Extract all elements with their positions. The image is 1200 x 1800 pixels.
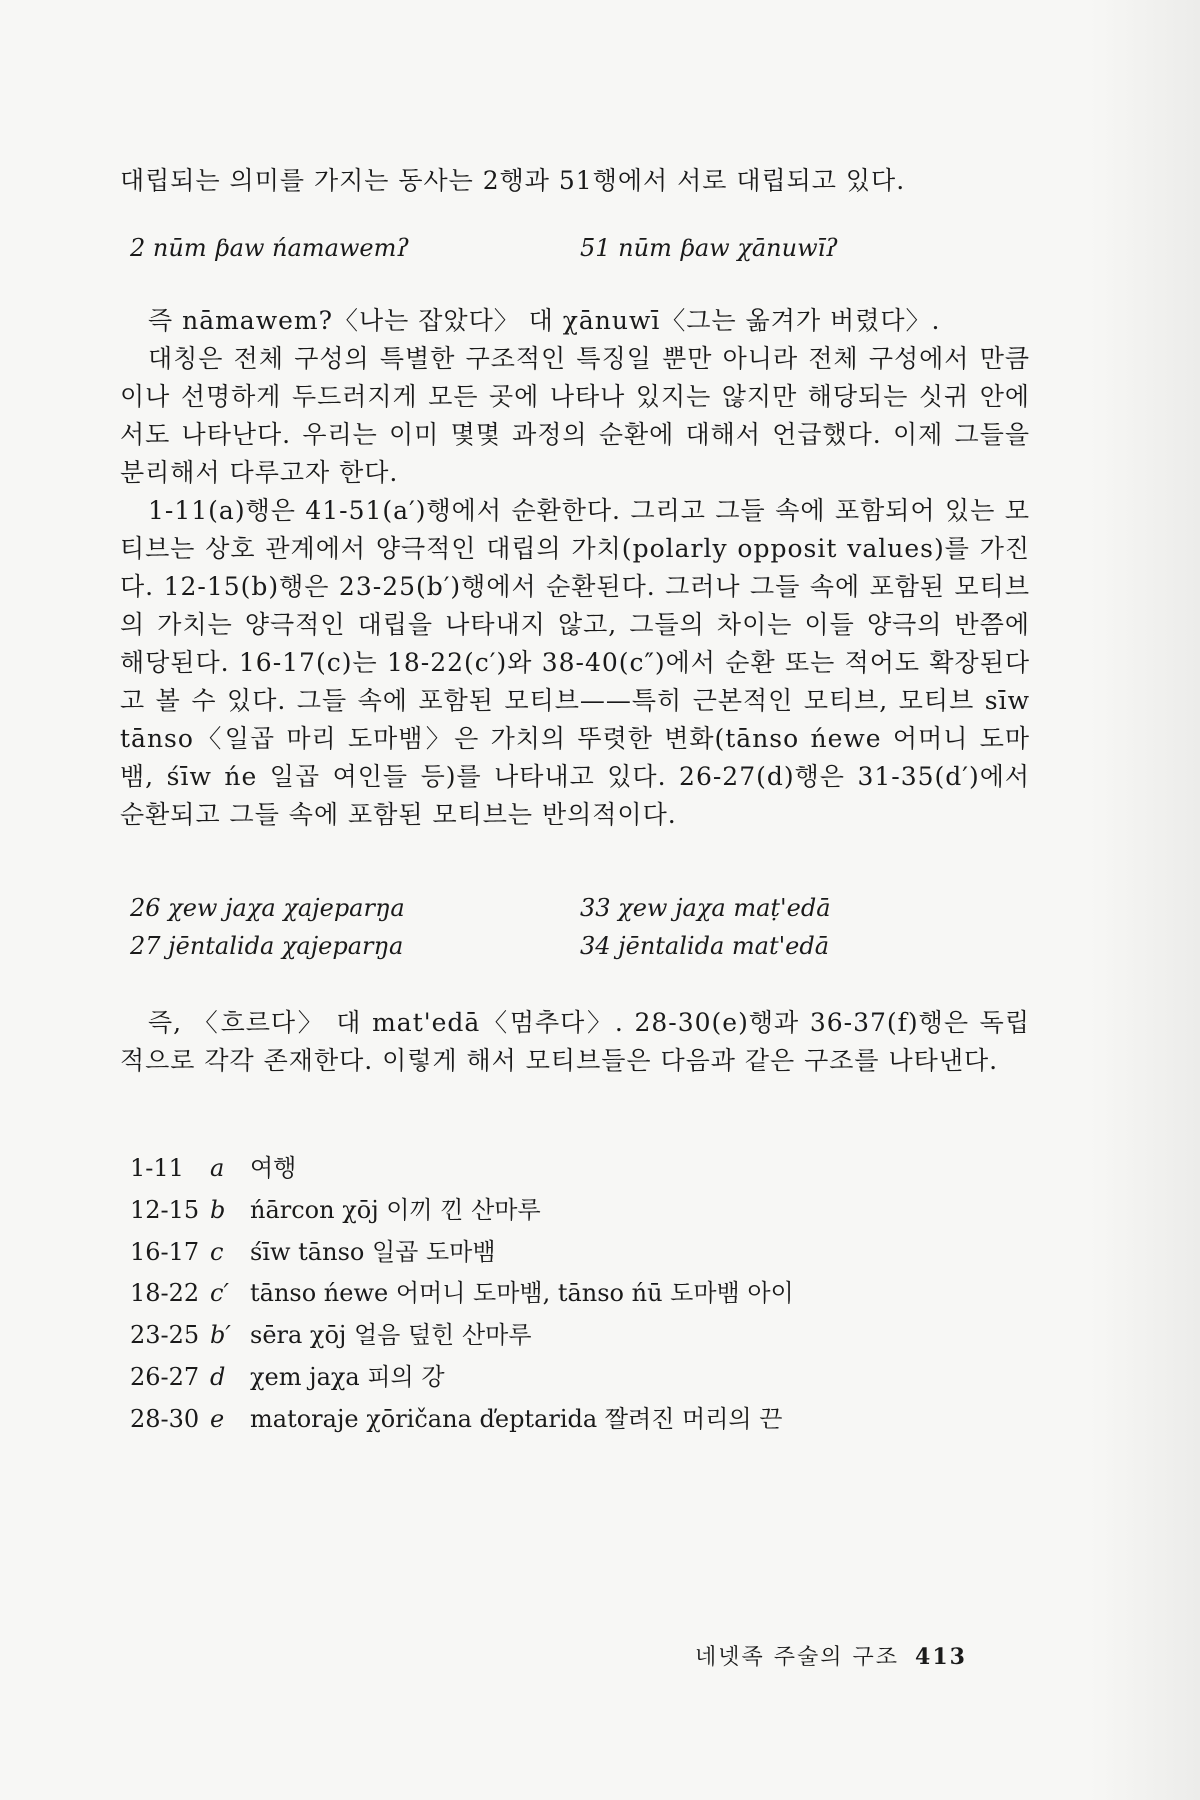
motif-letter: b [210, 1195, 226, 1224]
motif-description: 여행 [250, 1154, 297, 1182]
motif-description: śīw tānso 일곱 도마뱀 [250, 1237, 496, 1266]
list-item [130, 1190, 794, 1232]
list-item [130, 1399, 794, 1441]
motif-description: χem jaχa 피의 강 [250, 1362, 445, 1391]
motif-letter: d [210, 1362, 226, 1391]
motif-description: matoraje χōričana ďeptarida 짤려진 머리의 끈 [250, 1404, 783, 1433]
running-title: 네넷족 주술의 구조 [695, 1645, 900, 1670]
list-item [130, 1315, 794, 1357]
paragraph-structure-text: 즉, 〈흐르다〉 대 mat'edā〈멈추다〉. 28-30(e)행과 36-37(f)행은 독립적으로 각각 존재한다. 이렇게 해서 모티브들은 다음과 같은 구조를 나타낸다. [120, 1008, 1030, 1075]
sample-line-2: 2 nūm ƥaw ńamawemʔ [130, 234, 410, 262]
paragraph-block [120, 302, 1030, 834]
motif-letter: a [210, 1154, 225, 1182]
sample-line-51: 51 nūm ƥaw χānuwīʔ [580, 234, 839, 262]
line-range: 18-22 [130, 1279, 200, 1308]
motif-letter: b′ [210, 1321, 231, 1350]
list-item [130, 1148, 794, 1190]
list-item [130, 1232, 794, 1274]
paragraph-gloss: 즉 nāmawem?〈나는 잡았다〉 대 χānuwī〈그는 옮겨가 버렸다〉. [148, 306, 941, 335]
sample-line-26: 26 χew jaχa χajeparŋa [130, 894, 405, 922]
line-range: 12-15 [130, 1195, 200, 1224]
motif-description: ńārcon χōj 이끼 낀 산마루 [250, 1195, 541, 1224]
page-edge-shadow [1090, 0, 1200, 1800]
motif-letter: e [210, 1404, 225, 1433]
line-range: 1-11 [130, 1154, 184, 1182]
page-number: 413 [915, 1644, 967, 1670]
line-range: 26-27 [130, 1362, 200, 1391]
sample-line-34: 34 jēntalida mat'edā [580, 932, 830, 960]
list-item [130, 1273, 794, 1315]
motif-letter: c [210, 1237, 224, 1266]
intro-text: 대립되는 의미를 가지는 동사는 2행과 51행에서 서로 대립되고 있다. [120, 166, 906, 195]
intro-paragraph [120, 162, 1030, 200]
motif-description: tānso ńewe 어머니 도마뱀, tānso ńū 도마뱀 아이 [250, 1279, 794, 1308]
motif-description: sēra χōj 얼음 덮힌 산마루 [250, 1321, 532, 1350]
paragraph-symmetry: 대칭은 전체 구성의 특별한 구조적인 특징일 뿐만 아니라 전체 구성에서 만큼이나 선명하게 두드러지게 모든 곳에 나타나 있지는 않지만 해당되는 싯귀 안에서도 나타난다. 우리는 이미 몇몇 과정의 순환에 대해서 언급했다. 이제 그들을 분리해서 다루고자 한다. [120, 344, 1030, 487]
list-item [130, 1357, 794, 1399]
paragraph-cycles: 1-11(a)행은 41-51(a′)행에서 순환한다. 그리고 그들 속에 포함되어 있는 모티브는 상호 관계에서 양극적인 대립의 가치(polarly opposit values)를 가진다. 12-15(b)행은 23-25(b′)행에서 순환된다. 그러나 그들 속에 포함된 모티브의 가치는 양극적인 대립을 나타내지 않고, 그들의 차이는 이들 양극의 반쯤에 해당된다. 16-17(c)는 18-22(c′)와 38-40(c″)에서 순환 또는 적어도 확장된다고 볼 수 있다. 그들 속에 포함된 모티브——특히 근본적인 모티브, 모티브 sīw tānso〈일곱 마리 도마뱀〉은 가치의 뚜렷한 변화(tānso ńewe 어머니 도마뱀, śīw ńe 일곱 여인들 등)를 나타내고 있다. 26-27(d)행은 31-35(d′)에서 순환되고 그들 속에 포함된 모티브는 반의적이다. [120, 496, 1030, 829]
line-range: 23-25 [130, 1321, 200, 1350]
line-range: 16-17 [130, 1237, 200, 1266]
paragraph-structure-intro [120, 1004, 1030, 1080]
sample-line-33: 33 χew jaχa maṭ'edā [580, 894, 831, 922]
structure-list [130, 1148, 794, 1441]
sample-line-27: 27 jēntalida χajeparŋa [130, 932, 404, 960]
page-footer [695, 1640, 967, 1671]
line-range: 28-30 [130, 1404, 200, 1433]
motif-letter: c′ [210, 1279, 229, 1308]
